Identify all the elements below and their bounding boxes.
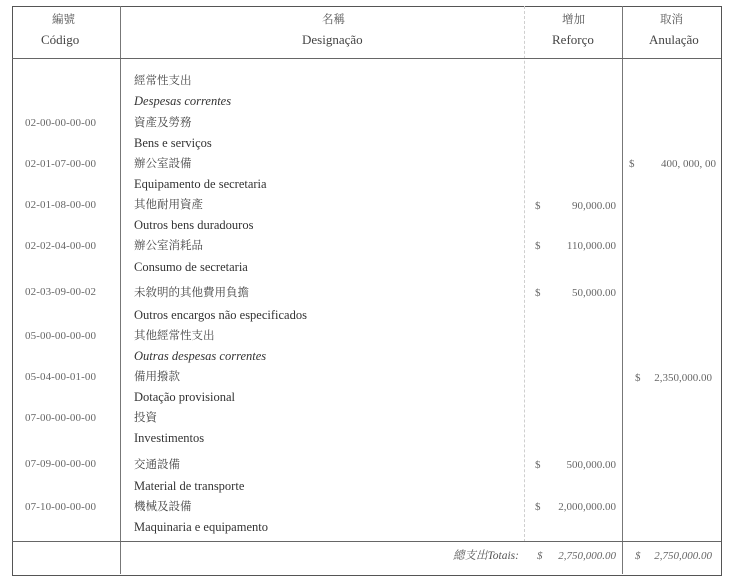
cancellation-amount: 400, 000, 00 (661, 158, 716, 170)
header-cancellation-zh: 取消 (660, 12, 683, 26)
row-designation-pt: Dotação provisional (134, 390, 236, 404)
reinforcement-currency: $ (535, 459, 541, 471)
row-code: 07-10-00-00-00 (25, 501, 97, 513)
row-designation-zh: 交通設備 (134, 457, 180, 471)
row-designation-pt: Maquinaria e equipamento (134, 520, 268, 534)
row-code: 07-09-00-00-00 (25, 458, 97, 470)
reinforcement-amount: 110,000.00 (566, 240, 616, 252)
cancellation-currency: $ (635, 372, 641, 384)
row-designation-zh: 未敘明的其他費用負擔 (134, 285, 249, 299)
cancellation-amount: 2,350,000.00 (654, 372, 712, 384)
header-code-pt: Código (41, 32, 80, 47)
header-code-zh: 編號 (52, 12, 75, 26)
totals-divider (12, 541, 721, 542)
row-code: 05-04-00-01-00 (25, 371, 97, 383)
reinforcement-currency: $ (535, 240, 541, 252)
row-designation-pt: Outros bens duradouros (134, 218, 254, 232)
row-designation-zh: 其他經常性支出 (134, 328, 215, 342)
row-designation-zh: 機械及設備 (134, 499, 192, 513)
row-code: 07-00-00-00-00 (25, 412, 97, 424)
reinforcement-currency: $ (535, 501, 541, 513)
reinforcement-currency: $ (535, 287, 541, 299)
row-designation-pt: Despesas correntes (134, 94, 232, 108)
row-designation-zh: 其他耐用資產 (134, 197, 203, 211)
row-code: 02-01-08-00-00 (25, 199, 97, 211)
header-designation-pt: Designação (302, 32, 363, 47)
row-code: 02-01-07-00-00 (25, 158, 97, 170)
row-designation-zh: 備用撥款 (134, 369, 180, 383)
row-designation-zh: 辦公室消耗品 (134, 238, 203, 252)
header-cancellation-pt: Anulação (649, 32, 699, 47)
reinforcement-amount: 50,000.00 (572, 287, 616, 299)
header-reinforcement-pt: Reforço (552, 32, 594, 47)
row-code: 02-00-00-00-00 (25, 117, 97, 129)
row-designation-pt: Equipamento de secretaria (134, 177, 267, 191)
header-reinforcement-zh: 增加 (562, 12, 585, 26)
row-designation-pt: Material de transporte (134, 479, 245, 493)
column-divider-cancel (622, 6, 623, 574)
header-designation-zh: 名稱 (322, 12, 345, 26)
column-divider-code (120, 6, 121, 574)
totals-reinforcement-currency: $ (537, 550, 543, 562)
row-code: 05-00-00-00-00 (25, 330, 97, 342)
row-designation-zh: 投資 (134, 410, 157, 424)
header-divider (12, 58, 721, 59)
totals-label: 總支出Totais: (452, 550, 519, 562)
row-designation-pt: Outros encargos não especificados (134, 308, 307, 322)
reinforcement-currency: $ (535, 200, 541, 212)
reinforcement-amount: 2,000,000.00 (558, 501, 616, 513)
row-code: 02-03-09-00-02 (25, 286, 97, 298)
reinforcement-amount: 90,000.00 (572, 200, 616, 212)
row-designation-pt: Consumo de secretaria (134, 260, 248, 274)
row-designation-pt: Outras despesas correntes (134, 349, 267, 363)
row-code: 02-02-04-00-00 (25, 240, 97, 252)
row-designation-zh: 資產及勞務 (134, 115, 192, 129)
row-designation-pt: Investimentos (134, 431, 205, 445)
reinforcement-amount: 500,000.00 (566, 459, 616, 471)
totals-cancellation-currency: $ (635, 550, 641, 562)
totals-cancellation-amount: 2,750,000.00 (654, 550, 712, 562)
row-designation-zh: 經常性支出 (134, 73, 192, 87)
totals-reinforcement-amount: 2,750,000.00 (558, 550, 616, 562)
row-designation-zh: 辦公室設備 (134, 156, 192, 170)
cancellation-currency: $ (629, 158, 635, 170)
row-designation-pt: Bens e serviços (134, 136, 212, 150)
column-divider-reinforcement (524, 6, 525, 542)
